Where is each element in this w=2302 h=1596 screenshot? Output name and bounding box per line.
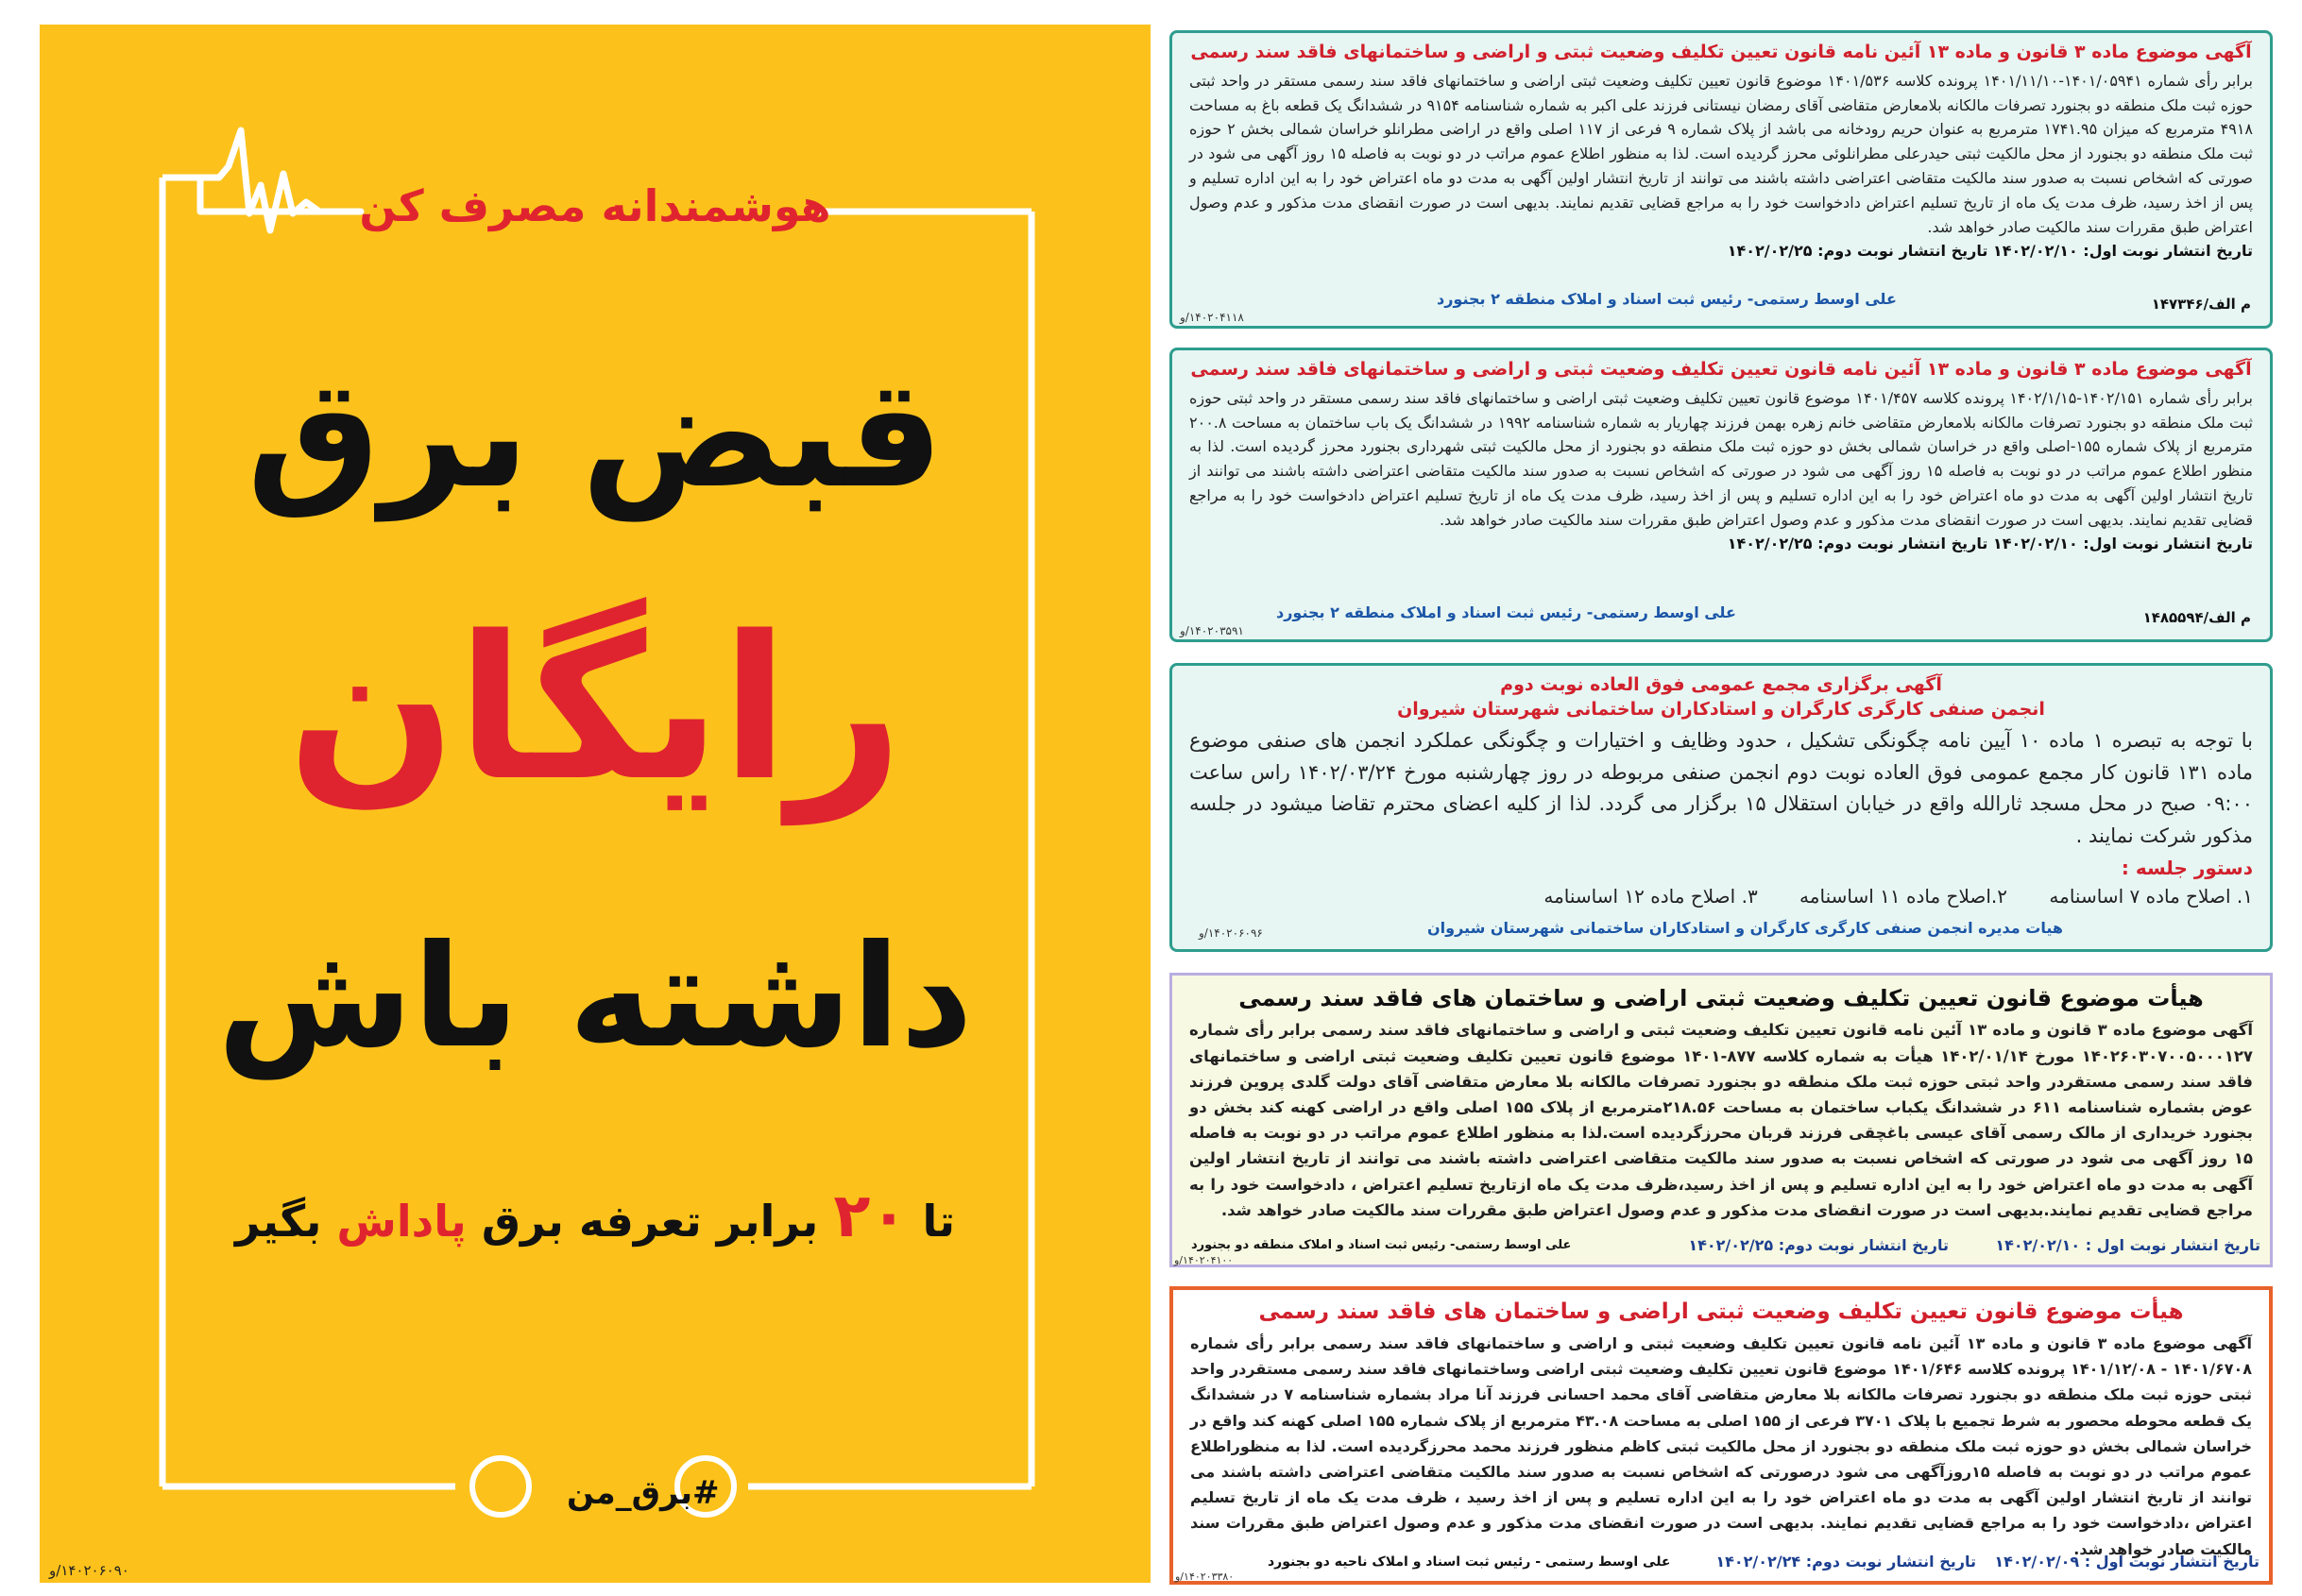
notice-title: آگهی موضوع ماده ۳ قانون و ماده ۱۳ آئین نامه قانون تعیین تکلیف وضعیت ثبتی و اراضی و ساختمانهای فاقد سند رسمی [1190,42,2252,62]
agenda-item: ۲.اصلاح ماده ۱۱ اساسنامه [1799,884,2008,908]
electricity-ad [40,25,1151,1583]
notice-code: ۱۴۰۲۰۶۰۹۶/و [1199,926,1263,940]
notice-dates: تاریخ انتشار نوبت اول: ۱۴۰۲/۰۲/۱۰ تاریخ انتشار نوبت دوم: ۱۴۰۲/۰۲/۲۵ [1727,241,2253,260]
notice-code: ۱۴۰۲۰۳۳۸۰/و [1175,1571,1235,1583]
notice-signature: علی اوسط رستمی- رئیس ثبت اسناد و املاک منطقه ۲ بجنورد [1437,290,1897,308]
agenda-item: ۳. اصلاح ماده ۱۲ اساسنامه [1543,884,1758,908]
agenda-list [1189,885,2253,908]
agenda-item: ۱. اصلاح ماده ۷ اساسنامه [2049,884,2253,908]
notice-registration-4 [1169,1286,2273,1585]
notice-date-first: تاریخ انتشار نوبت اول : ۱۴۰۲/۰۲/۱۰ [1995,1236,2260,1254]
reward-prefix: تا [922,1196,956,1247]
notice-date-second: تاریخ انتشار نوبت دوم: ۱۴۰۲/۰۲/۲۴ [1715,1553,1976,1571]
notice-dates: تاریخ انتشار نوبت اول: ۱۴۰۲/۰۲/۱۰ تاریخ انتشار نوبت دوم: ۱۴۰۲/۰۲/۲۵ [1727,535,2253,553]
notice-body: برابر رأی شماره ۱۴۰۱/۰۵۹۴۱-۱۴۰۱/۱۱/۱۰ پرونده کلاسه ۱۴۰۱/۵۳۶ موضوع قانون تعیین تکلیف وضعیت ثبتی اراضی و ساختمانهای فاقد سند رسمی مستقر در واحد ثبتی حوزه ثبت ملک منطقه دو بجنورد تصرفات مالکانه بلامعارض متقاضی آقای رمضان نیستانی فرزند علی اکبر به شماره شناسنامه ۹۱۵۴ در ششدانگ یک قطعه باغ به مساحت ۴۹۱۸ مترمربع که میزان ۱۷۴۱.۹۵ مترمربع به عنوان حریم رودخانه می باشد از پلاک شماره ۹ فرعی از ۱۱۷ اصلی واقع در اراضی مطرانلو خراسان شمالی بخش ۲ حوزه ثبت ملک منطقه دو بجنورد از محل مالکیت ثبتی حیدرعلی مطرانلوئی محرز گردیده است. لذا به منظور اطلاع عموم مراتب در دو نوبت به فاصله ۱۵ روز آگهی می شود در صورتی که اشخاص نسبت به صدور سند مالکیت متقاضی اعتراضی داشته باشند می توانند از تاریخ انتشار اولین آگهی به مدت دو ماه اعتراض خود را به این اداره تسلیم و پس از اخذ رسید، ظرف مدت یک ماه از تاریخ تسلیم اعتراض دادخواست خود را به مراجع قضایی تقدیم نمایند. بدیهی است در صورت انقضای مدت مذکور و عدم وصول اعتراض طبق مقررات سند مالکیت صادر خواهد شد. [1189,71,2254,237]
reward-mid: برابر تعرفه برق [481,1196,819,1247]
notice-title: هیأت موضوع قانون تعیین تکلیف وضعیت ثبتی اراضی و ساختمان های فاقد سند رسمی [1238,985,2204,1011]
notice-signature: هیات مدیره انجمن صنفی کارگری کارگران و استادکاران ساختمانی شهرستان شیروان [1427,919,2063,937]
ad-slogan: هوشمندانه مصرف کن [359,180,831,231]
ad-code: ۱۴۰۲۰۶۰۹۰/و [49,1562,129,1579]
ad-reward-line [40,1181,1151,1251]
notice-body: با توجه به تبصره ۱ ماده ۱۰ آیین نامه چگونگی تشکیل ، حدود وظایف و اختیارات و چگونگی عملکرد انجمن های صنفی موضوع ماده ۱۳۱ قانون کار مجمع عمومی فوق العاده نوبت دوم انجمن صنفی مربوطه در روز چهارشنبه مورخ ۱۴۰۲/۰۳/۲۴ راس ساعت ۰۹:۰۰ صبح در محل مسجد ثارالله واقع در خیابان استقلال ۱۵ برگزار می گردد. لذا از کلیه اعضای محترم تقاضا میشود در جلسه مذکور شرکت نمایند . [1189,729,2253,848]
notice-registration-1 [1169,30,2273,329]
notice-code: ۱۴۰۲۰۴۱۰۰/و [1174,1254,1234,1266]
ad-headline-1: قبض برق [247,348,944,521]
notice-body: آگهی موضوع ماده ۳ قانون و ماده ۱۳ آئین نامه قانون تعیین تکلیف وضعیت ثبتی و اراضی و ساختمانهای فاقد سند رسمی برابر رأی شماره ۱۴۰۲۶۰۳۰۷۰۰۵۰۰۰۱۲۷ مورخ ۱۴۰۲/۰۱/۱۴ هیأت به شماره کلاسه ۸۷۷-۱۴۰۱ موضوع قانون تعیین تکلیف وضعیت ثبتی اراضی و ساختمانهای فاقد سند رسمی مستقردر واحد ثبتی حوزه ثبت ملک منطقه دو بجنورد تصرفات مالکانه بلا معارض متقاضی آقای دولت گلدی پروین فرزند عوض بشماره شناسنامه ۶۱۱ در ششدانگ یکباب ساختمان به مساحت ۲۱۸.۵۶مترمربع از پلاک ۱۵۵ اصلی واقع در اراضی کهنه کند بخش دو بجنورد خریداری از مالک رسمی آقای عیسی باغچقی فرزند قربان محرزگردیده است.لذا به منظور اطلاع عموم مراتب در دو نوبت به فاصله ۱۵ روز آگهی می شود در صورتی که اشخاص نسبت به صدور سند مالکیت متقاضی اعتراضی داشته باشند می توانند از تاریخ انتشار اولین آگهی به مدت دو ماه اعتراض خود را به این اداره تسلیم و پس از اخذ رسید،ظرف مدت یک ماه ازتاریخ تسلیم اعتراض ، دادخواست خود را به مراجع قضایی تقدیم نمایند.بدیهی است در صورت انقضای مدت مذکور و عدم وصول اعتراض طبق مقررات سند مالکیت صادر خواهد شد. [1189,1021,2253,1219]
notice-date-second: تاریخ انتشار نوبت دوم: ۱۴۰۲/۰۲/۲۵ [1688,1236,1949,1254]
reward-highlight: پاداش [336,1196,467,1247]
notice-signature: علی اوسط رستمی- رئیس ثبت اسناد و املاک منطقه ۲ بجنورد [1276,603,1736,621]
notice-ref: م الف/۱۴۷۳۴۶ [2151,296,2251,313]
notice-code: ۱۴۰۲۰۳۵۹۱/و [1180,624,1244,637]
notice-registration-3 [1169,973,2273,1267]
ad-hashtag: #برق_من [567,1474,720,1512]
notice-title: آگهی موضوع ماده ۳ قانون و ماده ۱۳ آئین نامه قانون تعیین تکلیف وضعیت ثبتی و اراضی و ساختمانهای فاقد سند رسمی [1190,359,2252,380]
ad-headline-3: داشته باش [217,915,973,1079]
notice-subtitle: انجمن صنفی کارگری کارگران و استادکاران ساختمانی شهرستان شیروان [1397,698,2045,720]
notice-assembly [1169,663,2273,952]
notice-signature: علی اوسط رستمی - رئیس ثبت اسناد و املاک ناحیه دو بجنورد [1268,1554,1671,1570]
reward-number: ۲۰ [833,1181,908,1251]
notice-body: برابر رأی شماره ۱۴۰۲/۱۵۱-۱۴۰۲/۱/۱۵ پرونده کلاسه ۱۴۰۱/۴۵۷ موضوع قانون تعیین تکلیف وضعیت ثبتی اراضی و ساختمانهای فاقد سند رسمی مستقر در واحد ثبتی حوزه ثبت ملک منطقه دو بجنورد تصرفات مالکانه بلامعارض متقاضی خانم زهره بهمن فرزند چهاریار به شماره شناسنامه ۱۹۹۲ در ششدانگ یک باب ساختمان به مساحت ۲۰۰.۸ مترمربع از پلاک شماره ۱۵۵-اصلی واقع در خراسان شمالی بخش دو حوزه ثبت ملک منطقه دو بجنورد از محل مالکیت ثبتی شهرداری بجنورد محرز گردیده است. لذا به منظور اطلاع عموم مراتب در دو نوبت به فاصله ۱۵ روز آگهی می شود در صورتی که اشخاص نسبت به صدور سند مالکیت متقاضی اعتراضی داشته باشند می توانند از تاریخ انتشار اولین آگهی به مدت دو ماه اعتراض خود را به این اداره تسلیم و پس از اخذ رسید، ظرف مدت یک ماه از تاریخ تسلیم اعتراض دادخواست خود را به مراجع قضایی تقدیم نمایند. بدیهی است در صورت انقضای مدت مذکور و عدم وصول اعتراض طبق مقررات سند مالکیت صادر خواهد شد. [1189,388,2254,530]
ad-headline-2: رایگان [287,593,903,824]
frame-circle-icon [472,1458,529,1515]
notice-signature: علی اوسط رستمی- رئیس ثبت اسناد و املاک منطقه دو بجنورد [1191,1238,1572,1252]
notice-registration-2 [1169,348,2273,642]
reward-suffix: بگیر [234,1196,322,1247]
agenda-heading: دستور جلسه : [2121,856,2253,879]
notice-title: آگهی برگزاری مجمع عمومی فوق العاده نوبت دوم [1500,674,1942,695]
notice-title: هیأت موضوع قانون تعیین تکلیف وضعیت ثبتی اراضی و ساختمان های فاقد سند رسمی [1258,1299,2184,1324]
notice-ref: م الف/۱۴۸۵۵۹۴ [2142,609,2251,626]
notice-code: ۱۴۰۲۰۴۱۱۸/و [1180,311,1244,324]
notice-body: آگهی موضوع ماده ۳ قانون و ماده ۱۳ آئین نامه قانون تعیین تکلیف وضعیت ثبتی و اراضی و ساختمانهای فاقد سند رسمی برابر رأی شماره ۱۴۰۱/۶۷۰۸ - ۱۴۰۱/۱۲/۰۸ پرونده کلاسه ۱۴۰۱/۶۴۶ موضوع قانون تعیین تکلیف وضعیت ثبتی اراضی وساختمانهای فاقد سند رسمی مستقردر واحد ثبتی حوزه ثبت ملک منطقه دو بجنورد تصرفات مالکانه بلا معارض متقاضی آقای محمد احسانی فرزند آنا مراد بشماره شناسنامه ۷ در ششدانگ یک قطعه محوطه محصور به شرط تجمیع با پلاک ۳۷۰۱ فرعی از ۱۵۵ اصلی به مساحت ۴۳.۰۸ مترمربع از پلاک شماره ۱۵۵ اصلی کهنه کند واقع در خراسان شمالی بخش دو حوزه ثبت ملک منطقه دو بجنورد از محل مالکیت ثبتی کاظم منظور فرزند محمد محرزگردیده است. لذا به منظوراطلاع عموم مراتب در دو نوبت به فاصله ۱۵روزآگهی می شود درصورتی که اشخاص نسبت به صدور سند مالکیت متقاضی اعتراضی داشته باشند می توانند از تاریخ انتشار اولین آگهی به مدت دو ماه اعتراض خود را به این اداره تسلیم و پس از اخذ رسید ، ظرف مدت یک ماه از تاریخ تسلیم اعتراض ،دادخواست خود را به مراجع قضایی تقدیم نمایند. بدیهی است در صورت انقضای مدت مذکور و عدم وصول اعتراض طبق مقررات سند مالکیت صادر خواهد شد. [1190,1334,2253,1558]
notice-date-first: تاریخ انتشار نوبت اول : ۱۴۰۲/۰۲/۰۹ [1994,1553,2259,1571]
